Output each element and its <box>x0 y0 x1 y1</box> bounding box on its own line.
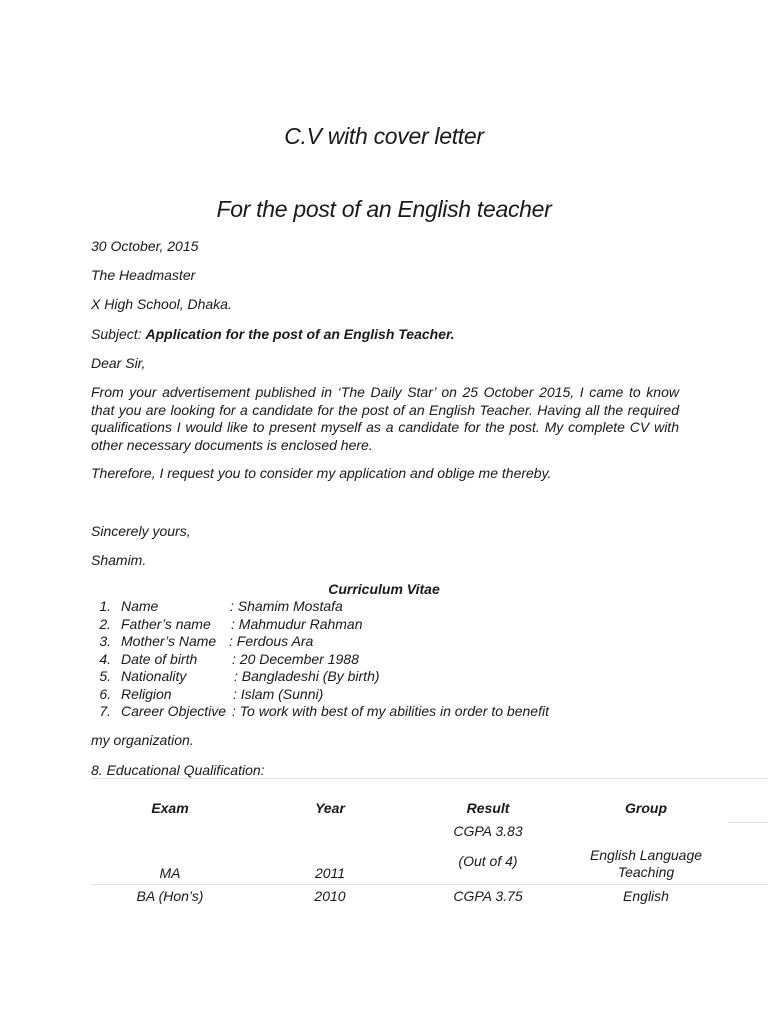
letter-subject <box>91 326 455 342</box>
letter-body-paragraph-1: From your advertisement published in ‘The Daily Star’ on 25 October 2015, I came to know that you are looking for a candidate for the post of an English Teacher. Having all the required qualifications I would like to present myself as a candidate for the post. My complete CV with other necessary documents is enclosed here. <box>91 384 679 453</box>
table-cell-rule <box>728 822 768 823</box>
letter-signature: Shamim. <box>91 552 147 568</box>
list-label: Mother’s Name <box>121 633 217 649</box>
table-top-rule <box>91 778 768 779</box>
letter-body-paragraph-2: Therefore, I request you to consider my application and oblige me thereby. <box>91 465 552 481</box>
column-header-year: Year <box>315 800 345 816</box>
list-value: : To work with best of my abilities in order to benefit <box>232 703 549 719</box>
list-value: : Islam (Sunni) <box>233 685 324 702</box>
list-label: Career Objective <box>121 703 227 719</box>
table-row-rule <box>91 884 768 885</box>
list-number: 3. <box>99 633 111 649</box>
list-value: : Shamim Mostafa <box>230 598 343 614</box>
letter-address: X High School, Dhaka. <box>91 296 232 312</box>
table-cell-exam: MA <box>159 865 181 881</box>
list-value: : Bangladeshi (By birth) <box>234 668 380 684</box>
table-cell-group: English Language Teaching <box>589 847 703 880</box>
column-header-result: Result <box>466 800 510 816</box>
list-number: 7. <box>99 703 111 719</box>
table-cell-result-line2: (Out of 4) <box>458 853 518 869</box>
letter-date: 30 October, 2015 <box>91 238 199 254</box>
list-number: 6. <box>99 685 111 702</box>
list-number: 2. <box>99 615 111 632</box>
education-heading: 8. Educational Qualification: <box>91 762 265 778</box>
column-header-exam: Exam <box>151 800 189 816</box>
table-cell-year: 2010 <box>314 888 346 904</box>
subject-label: Subject: <box>91 326 142 342</box>
list-number: 4. <box>99 650 111 667</box>
table-cell-result: CGPA 3.75 <box>453 888 523 904</box>
letter-closing: Sincerely yours, <box>91 523 191 539</box>
list-label: Religion <box>121 685 172 702</box>
career-objective-continuation: my organization. <box>91 732 194 748</box>
table-cell-year: 2011 <box>314 865 346 881</box>
letter-recipient: The Headmaster <box>91 267 196 283</box>
document-title: C.V with cover letter <box>284 123 484 149</box>
list-value: : Mahmudur Rahman <box>231 615 363 632</box>
list-label: Nationality <box>121 668 187 684</box>
list-label: Name <box>121 598 159 614</box>
table-cell-group: English <box>623 888 669 904</box>
list-number: 5. <box>99 668 111 684</box>
list-label: Father’s name <box>121 615 211 632</box>
cv-title: Curriculum Vitae <box>328 581 440 597</box>
table-cell-result-line1: CGPA 3.83 <box>453 823 523 839</box>
table-cell-exam: BA (Hon’s) <box>136 888 204 904</box>
list-label: Date of birth <box>121 650 198 667</box>
column-header-group: Group <box>625 800 667 816</box>
subject-text: Application for the post of an English Teacher. <box>145 326 455 342</box>
list-number: 1. <box>99 598 111 614</box>
document-subtitle: For the post of an English teacher <box>216 196 552 222</box>
list-value: : 20 December 1988 <box>232 650 359 667</box>
list-value: : Ferdous Ara <box>229 633 314 649</box>
letter-salutation: Dear Sir, <box>91 355 146 371</box>
